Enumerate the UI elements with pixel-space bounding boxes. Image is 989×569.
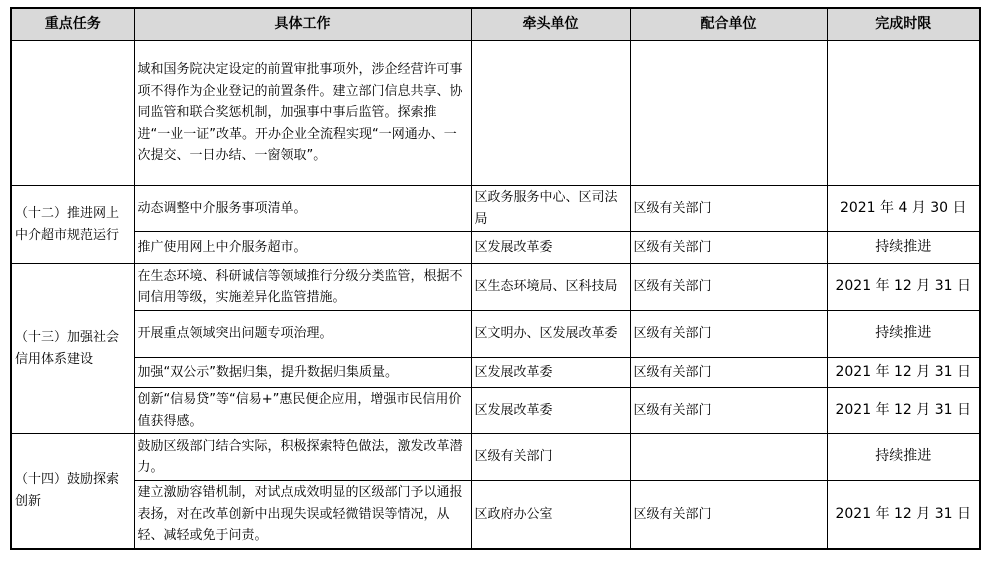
coop-cell: 区级有关部门 [630, 388, 827, 434]
header-coop: 配合单位 [630, 8, 827, 41]
lead-cell: 区发展改革委 [471, 388, 630, 434]
task-cell [11, 41, 134, 186]
deadline-cell: 2021 年 12 月 31 日 [827, 388, 980, 434]
lead-cell: 区生态环境局、区科技局 [471, 264, 630, 311]
work-cell: 动态调整中介服务事项清单。 [134, 186, 471, 232]
coop-cell: 区级有关部门 [630, 264, 827, 311]
lead-cell: 区发展改革委 [471, 232, 630, 264]
header-lead: 牵头单位 [471, 8, 630, 41]
work-cell: 在生态环境、科研诚信等领域推行分级分类监管，根据不同信用等级，实施差异化监管措施。 [134, 264, 471, 311]
lead-cell: 区文明办、区发展改革委 [471, 311, 630, 358]
deadline-cell: 2021 年 12 月 31 日 [827, 358, 980, 388]
lead-cell: 区级有关部门 [471, 434, 630, 481]
header-deadline: 完成时限 [827, 8, 980, 41]
lead-cell: 区政务服务中心、区司法局 [471, 186, 630, 232]
header-task: 重点任务 [11, 8, 134, 41]
coop-cell: 区级有关部门 [630, 481, 827, 549]
deadline-cell [827, 41, 980, 186]
header-work: 具体工作 [134, 8, 471, 41]
coop-cell [630, 41, 827, 186]
header-row [11, 8, 980, 41]
table-row [11, 434, 980, 481]
deadline-cell: 2021 年 12 月 31 日 [827, 481, 980, 549]
table-row [11, 388, 980, 434]
task-cell: （十三）加强社会信用体系建设 [11, 264, 134, 434]
coop-cell [630, 434, 827, 481]
table-row [11, 481, 980, 549]
lead-cell: 区政府办公室 [471, 481, 630, 549]
coop-cell: 区级有关部门 [630, 311, 827, 358]
coop-cell: 区级有关部门 [630, 358, 827, 388]
work-cell: 域和国务院决定设定的前置审批事项外，涉企经营许可事项不得作为企业登记的前置条件。建立部门信息共享、协同监管和联合奖惩机制，加强事中事后监管。探索推进“一业一证”改革。开办企业全流程实现“一网通办、一次提交、一日办结、一窗领取”。 [134, 41, 471, 186]
deadline-cell: 2021 年 4 月 30 日 [827, 186, 980, 232]
work-cell: 创新“信易贷”等“信易+”惠民便企应用，增强市民信用价值获得感。 [134, 388, 471, 434]
work-cell: 鼓励区级部门结合实际，积极探索特色做法，激发改革潜力。 [134, 434, 471, 481]
deadline-cell: 持续推进 [827, 232, 980, 264]
coop-cell: 区级有关部门 [630, 232, 827, 264]
work-cell: 开展重点领域突出问题专项治理。 [134, 311, 471, 358]
table-row [11, 232, 980, 264]
deadline-cell: 持续推进 [827, 311, 980, 358]
work-cell: 推广使用网上中介服务超市。 [134, 232, 471, 264]
work-cell: 建立激励容错机制，对试点成效明显的区级部门予以通报表扬，对在改革创新中出现失误或轻微错误等情况，从轻、减轻或免于问责。 [134, 481, 471, 549]
task-cell: （十二）推进网上中介超市规范运行 [11, 186, 134, 264]
table-row [11, 264, 980, 311]
table-row [11, 358, 980, 388]
table-row [11, 311, 980, 358]
deadline-cell: 2021 年 12 月 31 日 [827, 264, 980, 311]
table-row [11, 186, 980, 232]
coop-cell: 区级有关部门 [630, 186, 827, 232]
deadline-cell: 持续推进 [827, 434, 980, 481]
work-cell: 加强“双公示”数据归集，提升数据归集质量。 [134, 358, 471, 388]
task-table [10, 7, 981, 550]
table-row [11, 41, 980, 186]
lead-cell: 区发展改革委 [471, 358, 630, 388]
lead-cell [471, 41, 630, 186]
task-cell: （十四）鼓励探索创新 [11, 434, 134, 549]
